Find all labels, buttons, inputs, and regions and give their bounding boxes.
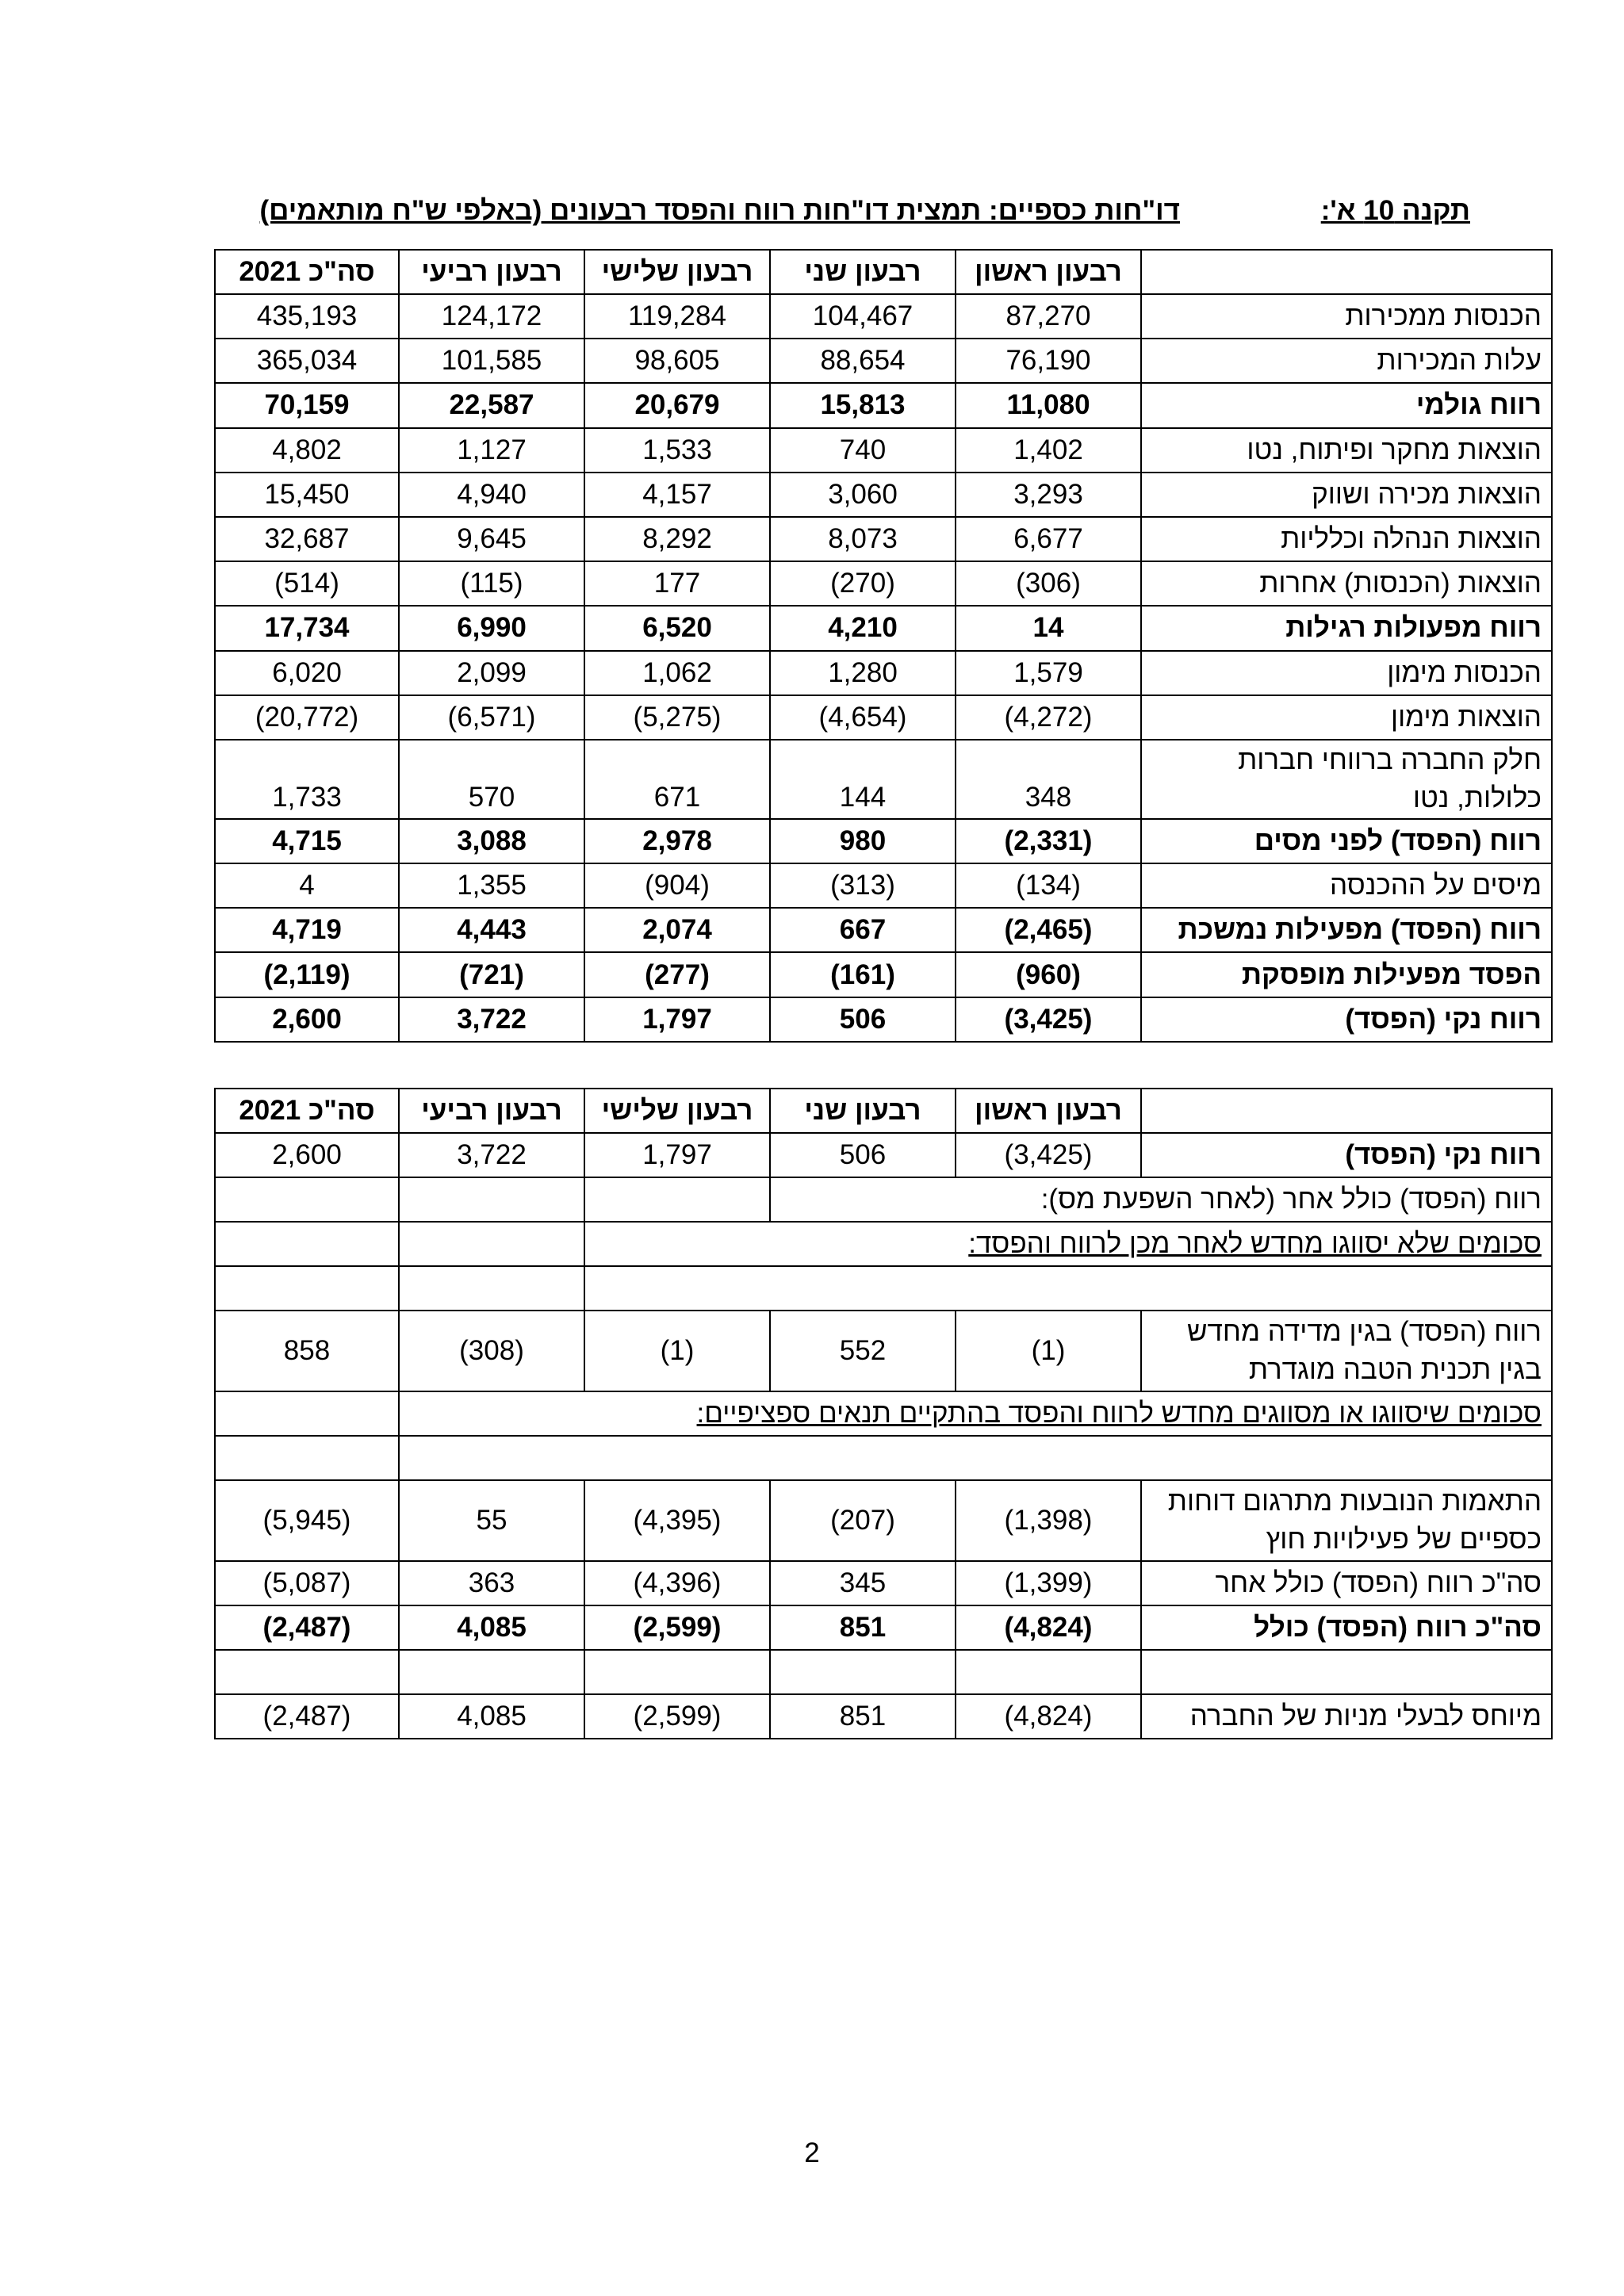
row-label: חלק החברה ברווחי חברות כלולות, נטו — [1141, 740, 1552, 819]
value-cell: 4,715 — [215, 819, 399, 863]
column-header: רבעון שלישי — [584, 1089, 770, 1133]
row-label: רווח (הפסד) מפעילות נמשכת — [1141, 908, 1552, 952]
table-row — [215, 1480, 1552, 1561]
value-cell: 6,677 — [956, 517, 1141, 561]
value-cell: 1,062 — [584, 651, 770, 695]
value-cell: 87,270 — [956, 294, 1141, 339]
empty-cell — [770, 1650, 956, 1694]
value-cell: 851 — [770, 1605, 956, 1650]
value-cell: 55 — [399, 1480, 584, 1561]
row-label: מיוחס לבעלי מניות של החברה — [1141, 1694, 1552, 1739]
value-cell: 101,585 — [399, 339, 584, 383]
row-label: הוצאות מחקר ופיתוח, נטו — [1141, 428, 1552, 473]
row-label: הוצאות (הכנסות) אחרות — [1141, 561, 1552, 606]
empty-cell — [215, 1650, 399, 1694]
value-cell: 14 — [956, 606, 1141, 650]
value-cell: 4,940 — [399, 473, 584, 517]
row-label: הכנסות מימון — [1141, 651, 1552, 695]
empty-cell — [215, 1177, 399, 1222]
value-cell: 1,797 — [584, 997, 770, 1042]
table-row — [215, 740, 1552, 819]
empty-cell — [584, 1650, 770, 1694]
empty-cell — [956, 1650, 1141, 1694]
row-label: עלות המכירות — [1141, 339, 1552, 383]
value-cell: (134) — [956, 863, 1141, 908]
value-cell: 671 — [584, 740, 770, 819]
row-label: רווח נקי (הפסד) — [1141, 997, 1552, 1042]
value-cell: (3,425) — [956, 997, 1141, 1042]
value-cell: (308) — [399, 1311, 584, 1391]
value-cell: (4,395) — [584, 1480, 770, 1561]
column-header: רבעון ראשון — [956, 250, 1141, 294]
value-cell: 144 — [770, 740, 956, 819]
column-header: רבעון שני — [770, 250, 956, 294]
comprehensive-income-table — [214, 1088, 1553, 1739]
row-label: סה"כ רווח (הפסד) כולל — [1141, 1605, 1552, 1650]
table-row — [215, 651, 1552, 695]
value-cell: 740 — [770, 428, 956, 473]
value-cell: (3,425) — [956, 1133, 1141, 1177]
value-cell: (20,772) — [215, 695, 399, 740]
spacer-row — [215, 1650, 1552, 1694]
value-cell: 363 — [399, 1561, 584, 1605]
value-cell: 20,679 — [584, 383, 770, 427]
value-cell: 17,734 — [215, 606, 399, 650]
value-cell: 667 — [770, 908, 956, 952]
value-cell: 4,085 — [399, 1605, 584, 1650]
empty-cell — [399, 1177, 584, 1222]
value-cell: 345 — [770, 1561, 956, 1605]
value-cell: 435,193 — [215, 294, 399, 339]
value-cell: 4,802 — [215, 428, 399, 473]
value-cell: 1,355 — [399, 863, 584, 908]
value-cell: 6,520 — [584, 606, 770, 650]
table-row — [215, 428, 1552, 473]
section-row — [215, 1222, 1552, 1266]
table-row — [215, 473, 1552, 517]
value-cell: (207) — [770, 1480, 956, 1561]
table-row — [215, 383, 1552, 427]
section-text: סכומים שיסווגו או מסווגים מחדש לרווח והפסד בהתקיים תנאים ספציפיים: — [399, 1391, 1552, 1436]
header-empty-cell — [1141, 1089, 1552, 1133]
column-header: רבעון רביעי — [399, 1089, 584, 1133]
value-cell: (5,087) — [215, 1561, 399, 1605]
value-cell: 3,088 — [399, 819, 584, 863]
value-cell: 4,719 — [215, 908, 399, 952]
value-cell: 15,813 — [770, 383, 956, 427]
value-cell: (306) — [956, 561, 1141, 606]
value-cell: 119,284 — [584, 294, 770, 339]
value-cell: 1,127 — [399, 428, 584, 473]
row-label: רווח נקי (הפסד) — [1141, 1133, 1552, 1177]
row-label: סה"כ רווח (הפסד) כולל אחר — [1141, 1561, 1552, 1605]
table-row — [215, 339, 1552, 383]
value-cell: 104,467 — [770, 294, 956, 339]
value-cell: (4,396) — [584, 1561, 770, 1605]
section-text — [399, 1436, 1552, 1480]
value-cell: (4,824) — [956, 1694, 1141, 1739]
value-cell: 32,687 — [215, 517, 399, 561]
value-cell: (6,571) — [399, 695, 584, 740]
report-title: דו"חות כספיים: תמצית דו"חות רווח והפסד רבעונים (באלפי ש"ח מותאמים) — [259, 195, 1180, 226]
value-cell: 2,978 — [584, 819, 770, 863]
row-label: הוצאות הנהלה וכלליות — [1141, 517, 1552, 561]
value-cell: 4,085 — [399, 1694, 584, 1739]
value-cell: 1,533 — [584, 428, 770, 473]
value-cell: 365,034 — [215, 339, 399, 383]
empty-cell — [215, 1436, 399, 1480]
value-cell: (313) — [770, 863, 956, 908]
value-cell: 177 — [584, 561, 770, 606]
header-empty-cell — [1141, 250, 1552, 294]
value-cell: (4,272) — [956, 695, 1141, 740]
value-cell: 570 — [399, 740, 584, 819]
value-cell: 348 — [956, 740, 1141, 819]
row-label: רווח מפעולות רגילות — [1141, 606, 1552, 650]
row-label: הפסד מפעילות מופסקת — [1141, 952, 1552, 997]
section-row — [215, 1177, 1552, 1222]
quarterly-income-table — [214, 249, 1553, 1043]
table-row — [215, 863, 1552, 908]
section-text: רווח (הפסד) כולל אחר (לאחר השפעת מס): — [770, 1177, 1552, 1222]
empty-cell — [215, 1266, 399, 1311]
row-label: רווח (הפסד) לפני מסים — [1141, 819, 1552, 863]
header-row — [215, 250, 1552, 294]
table-row — [215, 819, 1552, 863]
empty-cell — [215, 1391, 399, 1436]
page-heading — [214, 195, 1470, 235]
column-header: סה"כ 2021 — [215, 1089, 399, 1133]
value-cell: 124,172 — [399, 294, 584, 339]
value-cell: 70,159 — [215, 383, 399, 427]
table-row — [215, 695, 1552, 740]
column-header: רבעון רביעי — [399, 250, 584, 294]
value-cell: 980 — [770, 819, 956, 863]
value-cell: 2,600 — [215, 1133, 399, 1177]
page-number: 2 — [804, 2137, 820, 2168]
column-header: רבעון שני — [770, 1089, 956, 1133]
value-cell: (161) — [770, 952, 956, 997]
value-cell: 1,280 — [770, 651, 956, 695]
table-row — [215, 1133, 1552, 1177]
value-cell: 98,605 — [584, 339, 770, 383]
table-row — [215, 294, 1552, 339]
value-cell: 11,080 — [956, 383, 1141, 427]
header-row — [215, 1089, 1552, 1133]
value-cell: (514) — [215, 561, 399, 606]
value-cell: 1,797 — [584, 1133, 770, 1177]
value-cell: 2,074 — [584, 908, 770, 952]
table-row — [215, 952, 1552, 997]
value-cell: 851 — [770, 1694, 956, 1739]
value-cell: (2,599) — [584, 1694, 770, 1739]
value-cell: 4,443 — [399, 908, 584, 952]
row-label: מיסים על ההכנסה — [1141, 863, 1552, 908]
value-cell: (115) — [399, 561, 584, 606]
value-cell: 3,722 — [399, 997, 584, 1042]
table-row — [215, 1561, 1552, 1605]
value-cell: (5,945) — [215, 1480, 399, 1561]
value-cell: 6,990 — [399, 606, 584, 650]
value-cell: 88,654 — [770, 339, 956, 383]
table-row — [215, 517, 1552, 561]
value-cell: (2,487) — [215, 1694, 399, 1739]
value-cell: (1,399) — [956, 1561, 1141, 1605]
table-row — [215, 1311, 1552, 1391]
value-cell: 8,073 — [770, 517, 956, 561]
regulation-label: תקנה 10 א': — [1320, 195, 1470, 226]
empty-cell — [1141, 1650, 1552, 1694]
column-header: רבעון שלישי — [584, 250, 770, 294]
value-cell: (4,824) — [956, 1605, 1141, 1650]
empty-cell — [584, 1177, 770, 1222]
value-cell: 1,733 — [215, 740, 399, 819]
column-header: סה"כ 2021 — [215, 250, 399, 294]
value-cell: (2,487) — [215, 1605, 399, 1650]
value-cell: 15,450 — [215, 473, 399, 517]
value-cell: (904) — [584, 863, 770, 908]
table-row — [215, 997, 1552, 1042]
table-row — [215, 561, 1552, 606]
empty-cell — [399, 1650, 584, 1694]
row-label: הכנסות ממכירות — [1141, 294, 1552, 339]
empty-cell — [399, 1222, 584, 1266]
value-cell: 4,157 — [584, 473, 770, 517]
value-cell: (1) — [584, 1311, 770, 1391]
row-label: רווח (הפסד) בגין מדידה מחדש בגין תכנית הטבה מוגדרת — [1141, 1311, 1552, 1391]
value-cell: 3,293 — [956, 473, 1141, 517]
value-cell: 1,402 — [956, 428, 1141, 473]
value-cell: 552 — [770, 1311, 956, 1391]
value-cell: 506 — [770, 1133, 956, 1177]
row-label: הוצאות מכירה ושווק — [1141, 473, 1552, 517]
value-cell: 2,099 — [399, 651, 584, 695]
value-cell: 22,587 — [399, 383, 584, 427]
comprehensive-income-body — [215, 1089, 1552, 1739]
value-cell: 76,190 — [956, 339, 1141, 383]
value-cell: 3,722 — [399, 1133, 584, 1177]
value-cell: 858 — [215, 1311, 399, 1391]
value-cell: (277) — [584, 952, 770, 997]
quarterly-income-body — [215, 250, 1552, 1042]
value-cell: 3,060 — [770, 473, 956, 517]
table-row — [215, 908, 1552, 952]
value-cell: (2,119) — [215, 952, 399, 997]
section-row — [215, 1391, 1552, 1436]
value-cell: 1,579 — [956, 651, 1141, 695]
value-cell: (960) — [956, 952, 1141, 997]
table-row — [215, 1605, 1552, 1650]
section-text — [584, 1266, 1552, 1311]
section-row — [215, 1436, 1552, 1480]
value-cell: 8,292 — [584, 517, 770, 561]
value-cell: 4 — [215, 863, 399, 908]
value-cell: (1) — [956, 1311, 1141, 1391]
value-cell: 2,600 — [215, 997, 399, 1042]
row-label: התאמות הנובעות מתרגום דוחות כספיים של פעילויות חוץ — [1141, 1480, 1552, 1561]
value-cell: 9,645 — [399, 517, 584, 561]
column-header: רבעון ראשון — [956, 1089, 1141, 1133]
value-cell: (4,654) — [770, 695, 956, 740]
value-cell: (721) — [399, 952, 584, 997]
row-label: רווח גולמי — [1141, 383, 1552, 427]
table-row — [215, 1694, 1552, 1739]
value-cell: (2,331) — [956, 819, 1141, 863]
value-cell: 6,020 — [215, 651, 399, 695]
value-cell: 506 — [770, 997, 956, 1042]
value-cell: (270) — [770, 561, 956, 606]
value-cell: (2,465) — [956, 908, 1141, 952]
value-cell: (1,398) — [956, 1480, 1141, 1561]
section-text: סכומים שלא יסווגו מחדש לאחר מכן לרווח והפסד: — [584, 1222, 1552, 1266]
row-label: הוצאות מימון — [1141, 695, 1552, 740]
value-cell: 4,210 — [770, 606, 956, 650]
value-cell: (5,275) — [584, 695, 770, 740]
value-cell: (2,599) — [584, 1605, 770, 1650]
empty-cell — [399, 1266, 584, 1311]
section-row — [215, 1266, 1552, 1311]
table-row — [215, 606, 1552, 650]
empty-cell — [215, 1222, 399, 1266]
